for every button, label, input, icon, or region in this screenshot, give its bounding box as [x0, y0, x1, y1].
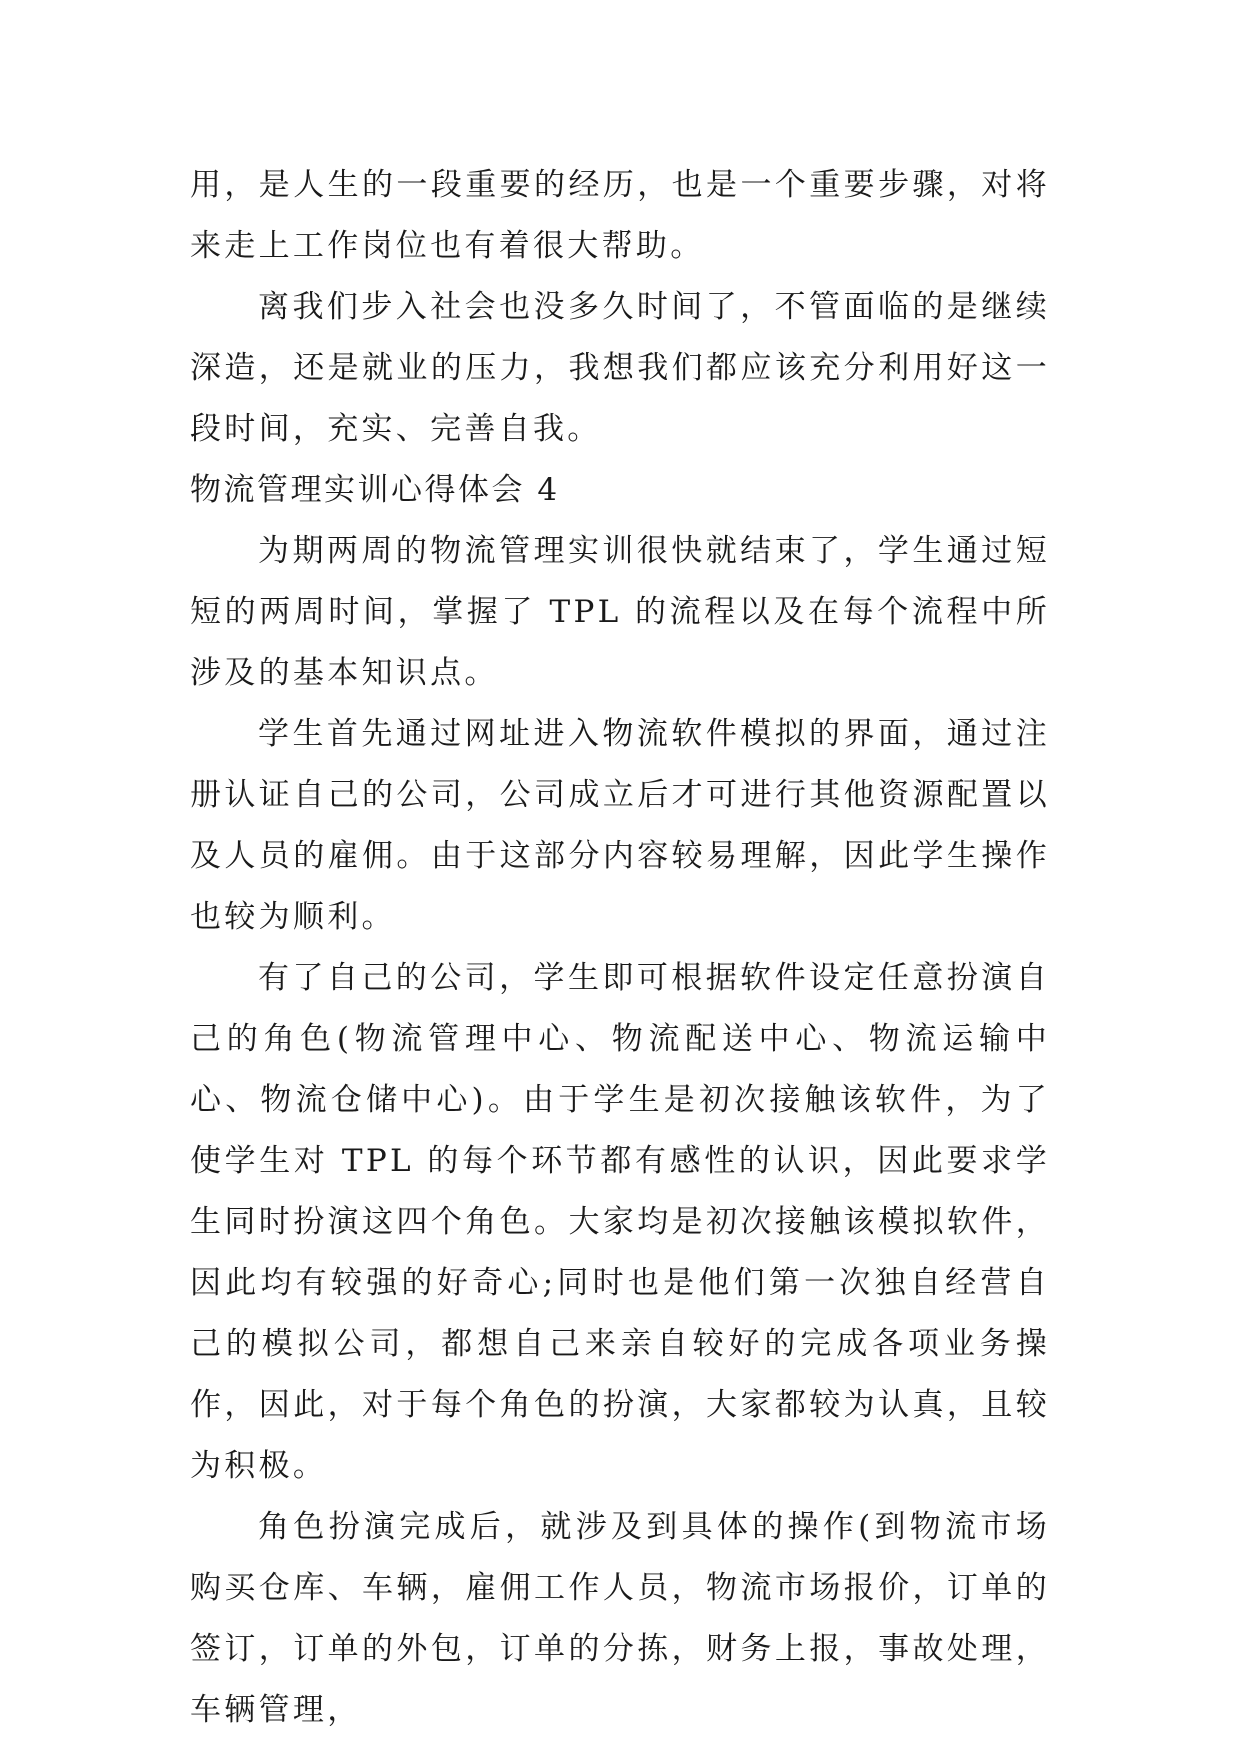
- paragraph: 离我们步入社会也没多久时间了，不管面临的是继续深造，还是就业的压力，我想我们都应该充分利用好这一段时间，充实、完善自我。: [190, 289, 1050, 447]
- section-heading: 物流管理实训心得体会 4: [190, 472, 560, 508]
- paragraph-continuation: 用，是人生的一段重要的经历，也是一个重要步骤，对将来走上工作岗位也有着很大帮助。: [190, 167, 1050, 264]
- document-page: [190, 155, 1050, 1741]
- paragraph: 为期两周的物流管理实训很快就结束了，学生通过短短的两周时间，掌握了 TPL 的流程以及在每个流程中所涉及的基本知识点。: [190, 533, 1050, 691]
- paragraph: 学生首先通过网址进入物流软件模拟的界面，通过注册认证自己的公司，公司成立后才可进行其他资源配置以及人员的雇佣。由于这部分内容较易理解，因此学生操作也较为顺利。: [190, 716, 1050, 935]
- paragraph: 有了自己的公司，学生即可根据软件设定任意扮演自己的角色(物流管理中心、物流配送中心、物流运输中心、物流仓储中心)。由于学生是初次接触该软件，为了使学生对 TPL 的每个环节都有感性的认识，因此要求学生同时扮演这四个角色。大家均是初次接触该模拟软件，因此均有较强的好奇心;同时也是他们第一次独自经营自己的模拟公司，都想自己来亲自较好的完成各项业务操作，因此，对于每个角色的扮演，大家都较为认真，且较为积极。: [190, 960, 1050, 1484]
- paragraph: 角色扮演完成后，就涉及到具体的操作(到物流市场购买仓库、车辆，雇佣工作人员，物流市场报价，订单的签订，订单的外包，订单的分拣，财务上报，事故处理，车辆管理，: [190, 1509, 1050, 1728]
